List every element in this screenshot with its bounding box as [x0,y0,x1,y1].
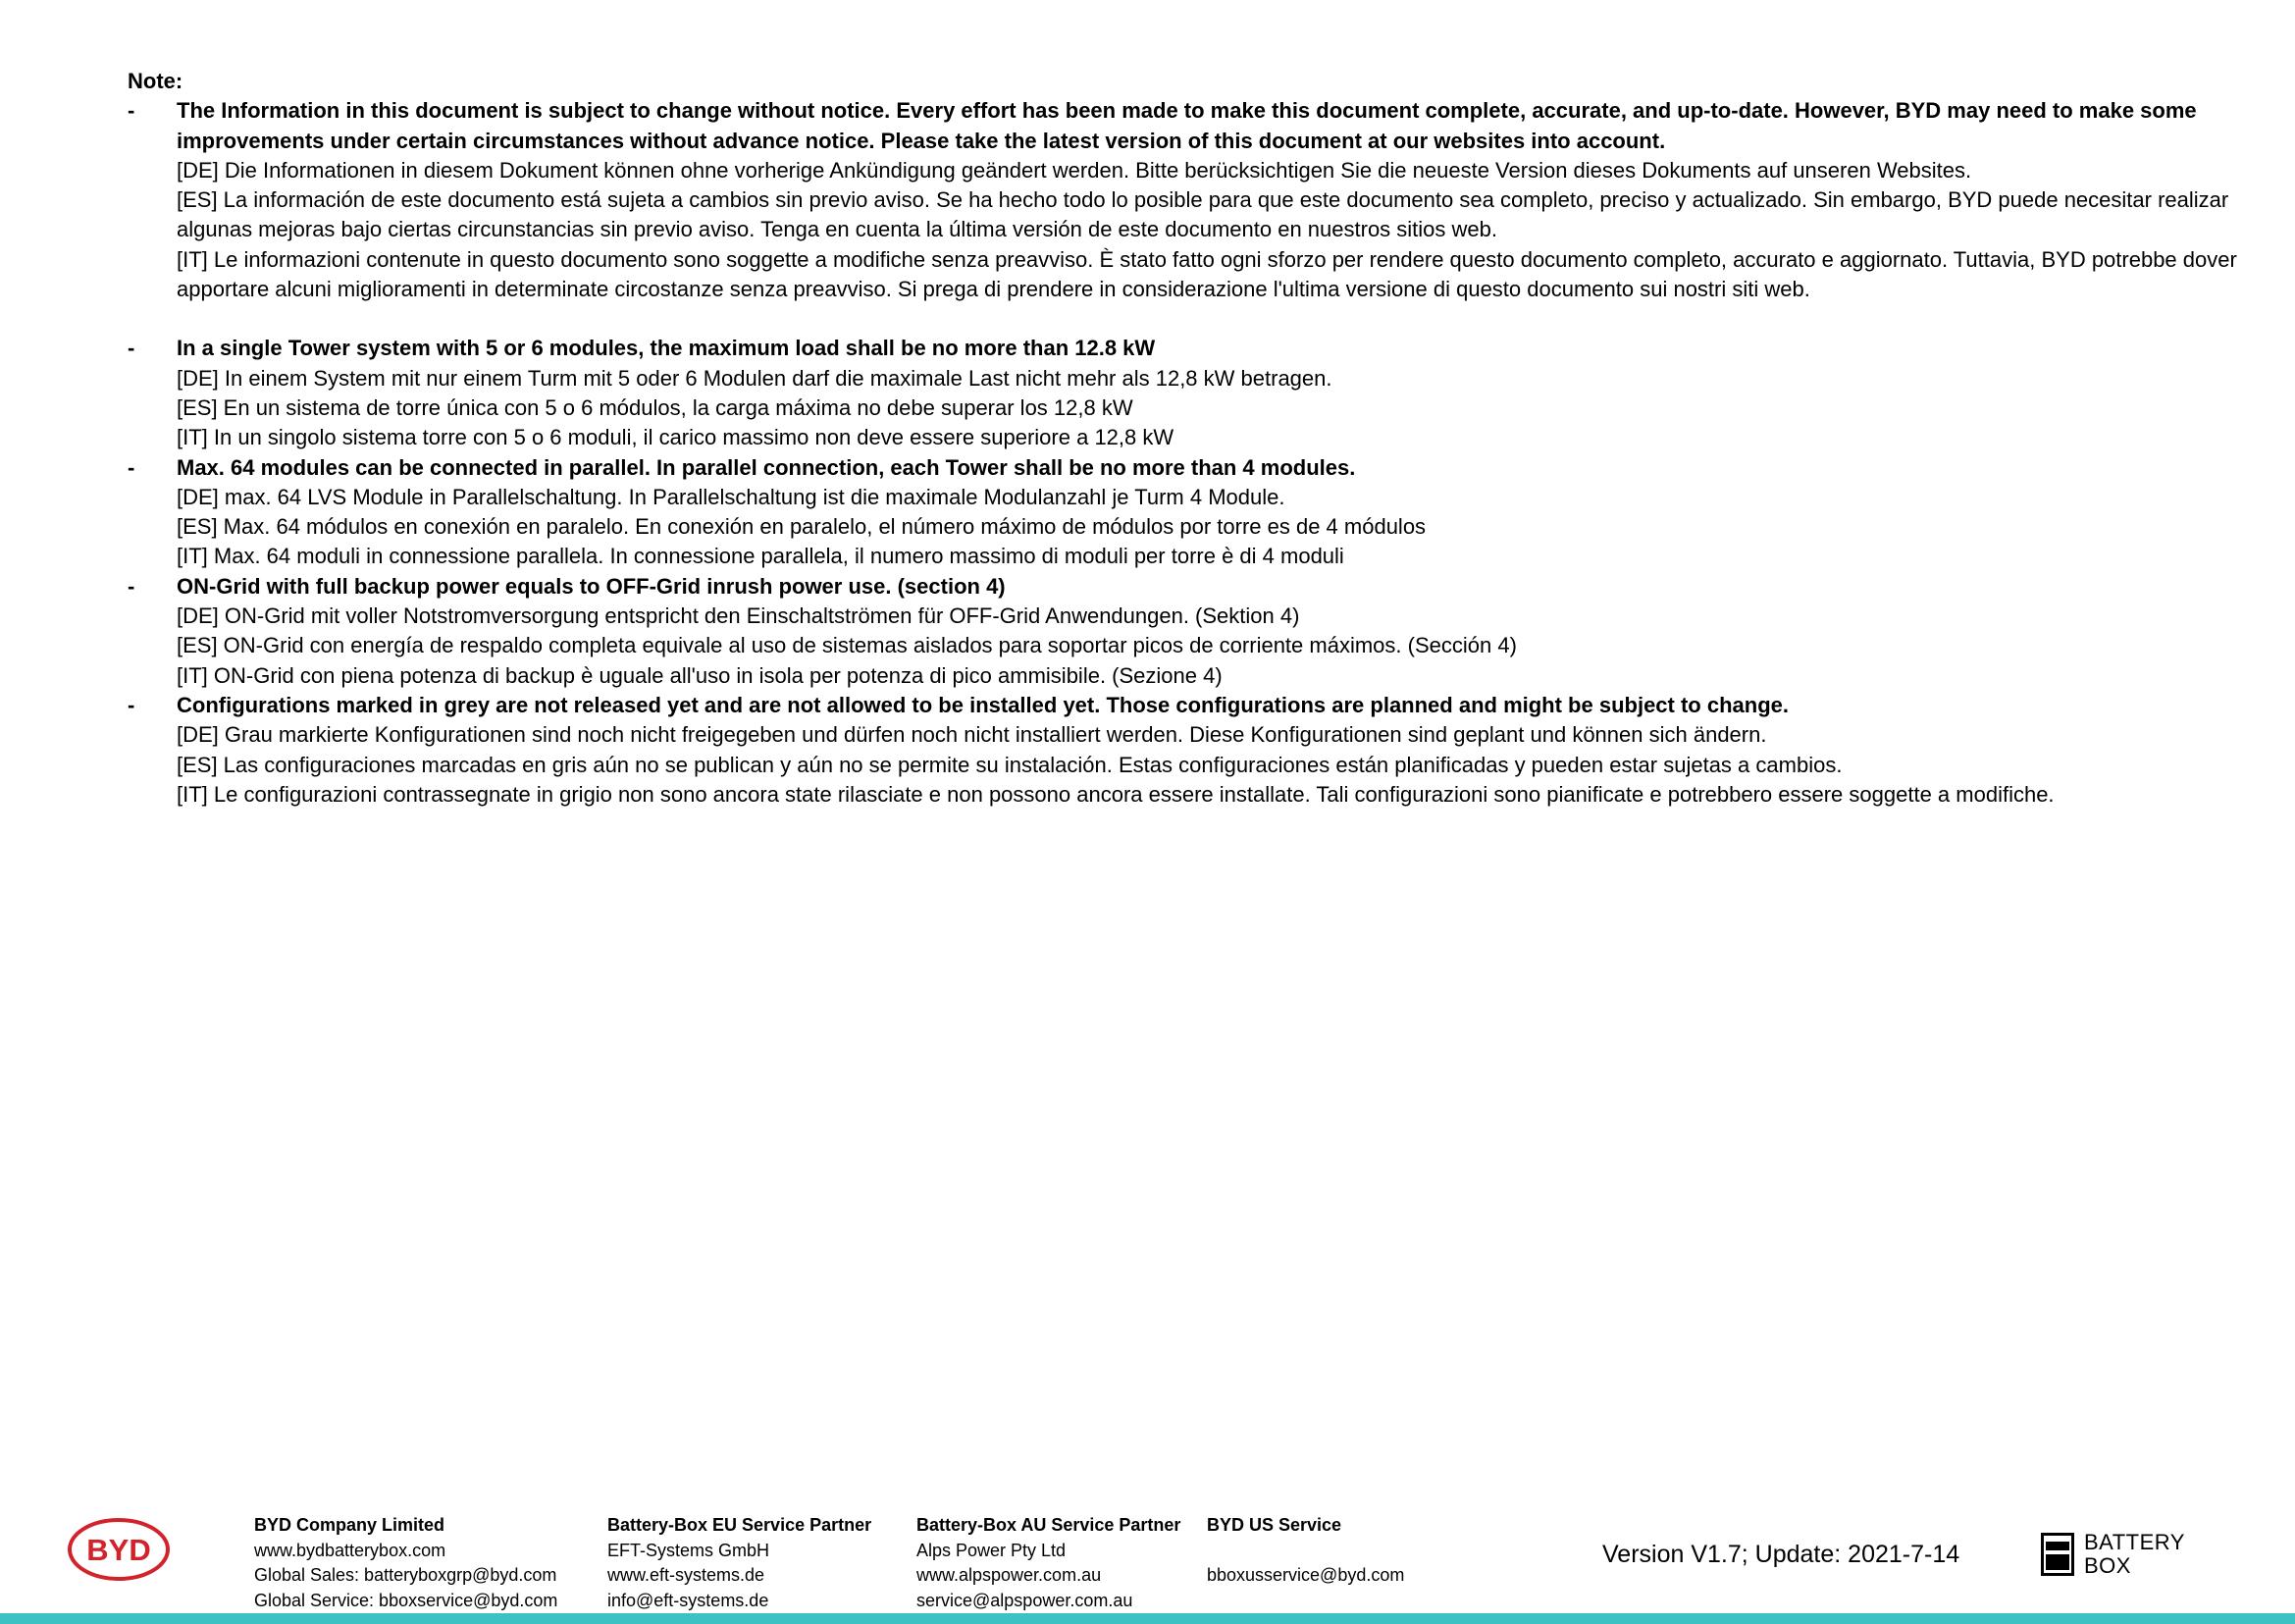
note-item-2 [128,334,2267,452]
footer-email-link[interactable]: info@eft-systems.de [607,1590,769,1610]
bullet-dash: - [128,573,135,599]
note-de: [DE] max. 64 LVS Module in Parallelschaltung. In Parallelschaltung ist die maximale Modulanzahl je Turm 4 Module. [177,484,1285,509]
version-info: Version V1.7; Update: 2021-7-14 [1602,1541,1960,1568]
bullet-dash: - [128,454,135,480]
bullet-dash: - [128,692,135,717]
note-de: [DE] Die Informationen in diesem Dokument können ohne vorherige Ankündigung geändert werden. Bitte berücksichtigen Sie die neueste Version dieses Dokuments auf unseren Websites. [177,157,1972,183]
note-item-5 [128,691,2267,810]
footer-col-heading: BYD US Service [1207,1515,1342,1535]
footer-website-link[interactable]: www.alpspower.com.au [916,1565,1102,1585]
footer-global-sales[interactable]: Global Sales: batteryboxgrp@byd.com [254,1565,557,1585]
note-title: Note: [128,69,183,93]
note-de: [DE] Grau markierte Konfigurationen sind noch nicht freigegeben und dürfen noch nicht installiert werden. Diese Konfigurationen sind geplant und können sich ändern. [177,722,1767,748]
footer-accent-bar [0,1613,2295,1624]
bullet-dash: - [128,336,135,361]
footer-website-link[interactable]: www.eft-systems.de [607,1565,765,1585]
battery-box-logo-text [2084,1531,2185,1578]
note-heading: ON-Grid with full backup power equals to OFF-Grid inrush power use. (section 4) [177,573,1006,599]
battery-icon [2041,1533,2074,1576]
footer-email-link[interactable]: service@alpspower.com.au [916,1590,1133,1610]
footer-col-byd-company [254,1513,557,1613]
footer-company-name: Alps Power Pty Ltd [916,1540,1067,1560]
note-de: [DE] ON-Grid mit voller Notstromversorgung entspricht den Einschaltströmen für OFF-Grid Anwendungen. (Sektion 4) [177,603,1300,629]
note-es: [ES] La información de este documento está sujeta a cambios sin previo aviso. Se ha hecho todo lo posible para que este documento sea completo, preciso y actualizado. Sin embargo, BYD puede necesitar realizar algunas mejoras bajo ciertas circunstancias sin previo aviso. Tenga en cuenta la última versión de este documento en nuestros sitios web. [177,187,2229,242]
bullet-dash: - [128,98,135,124]
footer-company-name: EFT-Systems GmbH [607,1540,770,1560]
byd-logo-text: BYD [86,1533,151,1567]
note-section [128,67,2267,810]
note-it: [IT] Le informazioni contenute in questo documento sono soggette a modifiche senza preavviso. È stato fatto ogni sforzo per rendere questo documento completo, accurato e aggiornato. Tuttavia, BYD potrebbe dover apportare alcuni miglioramenti in determinate circostanze senza preavviso. Si prega di prendere in considerazione l'ultima versione di questo documento sui nostri siti web. [177,246,2237,302]
battery-box-logo-line1: BATTERY [2084,1530,2185,1554]
note-item-3 [128,453,2267,572]
footer-col-au-partner [916,1513,1180,1613]
note-heading: Configurations marked in grey are not released yet and are not allowed to be installed yet. Those configurations are planned and might be subject to change. [177,692,1789,717]
footer-col-heading: Battery-Box AU Service Partner [916,1515,1181,1535]
note-it: [IT] In un singolo sistema torre con 5 o 6 moduli, il carico massimo non deve essere superiore a 12,8 kW [177,425,1174,450]
page-footer [0,1501,2295,1624]
footer-col-eu-partner [607,1513,871,1613]
note-it: [IT] ON-Grid con piena potenza di backup è uguale all'uso in isola per potenza di pico ammisibile. (Sezione 4) [177,662,1223,688]
footer-col-heading: Battery-Box EU Service Partner [607,1515,872,1535]
note-de: [DE] In einem System mit nur einem Turm mit 5 oder 6 Modulen darf die maximale Last nicht mehr als 12,8 kW betragen. [177,365,1332,391]
note-es: [ES] Las configuraciones marcadas en gris aún no se publican y aún no se permite su instalación. Estas configuraciones están planificadas y pueden estar sujetas a cambios. [177,752,1843,777]
note-heading: Max. 64 modules can be connected in parallel. In parallel connection, each Tower shall be no more than 4 modules. [177,454,1356,480]
note-it: [IT] Max. 64 moduli in connessione parallela. In connessione parallela, il numero massimo di moduli per torre è di 4 moduli [177,544,1344,569]
footer-global-service[interactable]: Global Service: bboxservice@byd.com [254,1590,558,1610]
note-es: [ES] ON-Grid con energía de respaldo completa equivale al uso de sistemas aislados para soportar picos de corriente máximos. (Sección 4) [177,633,1517,658]
note-es: [ES] En un sistema de torre única con 5 o 6 módulos, la carga máxima no debe superar los 12,8 kW [177,394,1133,420]
footer-col-heading: BYD Company Limited [254,1515,445,1535]
note-heading: The Information in this document is subject to change without notice. Every effort has been made to make this document complete, accurate, and up-to-date. However, BYD may need to make some improvements under certain circumstances without advance notice. Please take the latest version of this document at our websites into account. [177,98,2197,153]
note-item-1 [128,96,2267,304]
note-heading: In a single Tower system with 5 or 6 modules, the maximum load shall be no more than 12.8 kW [177,336,1156,361]
battery-box-logo [2041,1531,2183,1580]
byd-logo-icon [67,1517,171,1582]
footer-email-link[interactable]: bboxusservice@byd.com [1207,1565,1405,1585]
footer-website-link[interactable]: www.bydbatterybox.com [254,1540,446,1560]
note-it: [IT] Le configurazioni contrassegnate in grigio non sono ancora state rilasciate e non possono ancora essere installate. Tali configurazioni sono pianificate e potrebbero essere soggette a modifiche. [177,781,2055,807]
note-es: [ES] Max. 64 módulos en conexión en paralelo. En conexión en paralelo, el número máximo de módulos por torre es de 4 módulos [177,514,1427,540]
battery-box-logo-line2: BOX [2084,1553,2131,1578]
footer-col-us-service [1207,1513,1404,1589]
footer-blank-line [1207,1539,1404,1564]
note-item-4 [128,572,2267,691]
